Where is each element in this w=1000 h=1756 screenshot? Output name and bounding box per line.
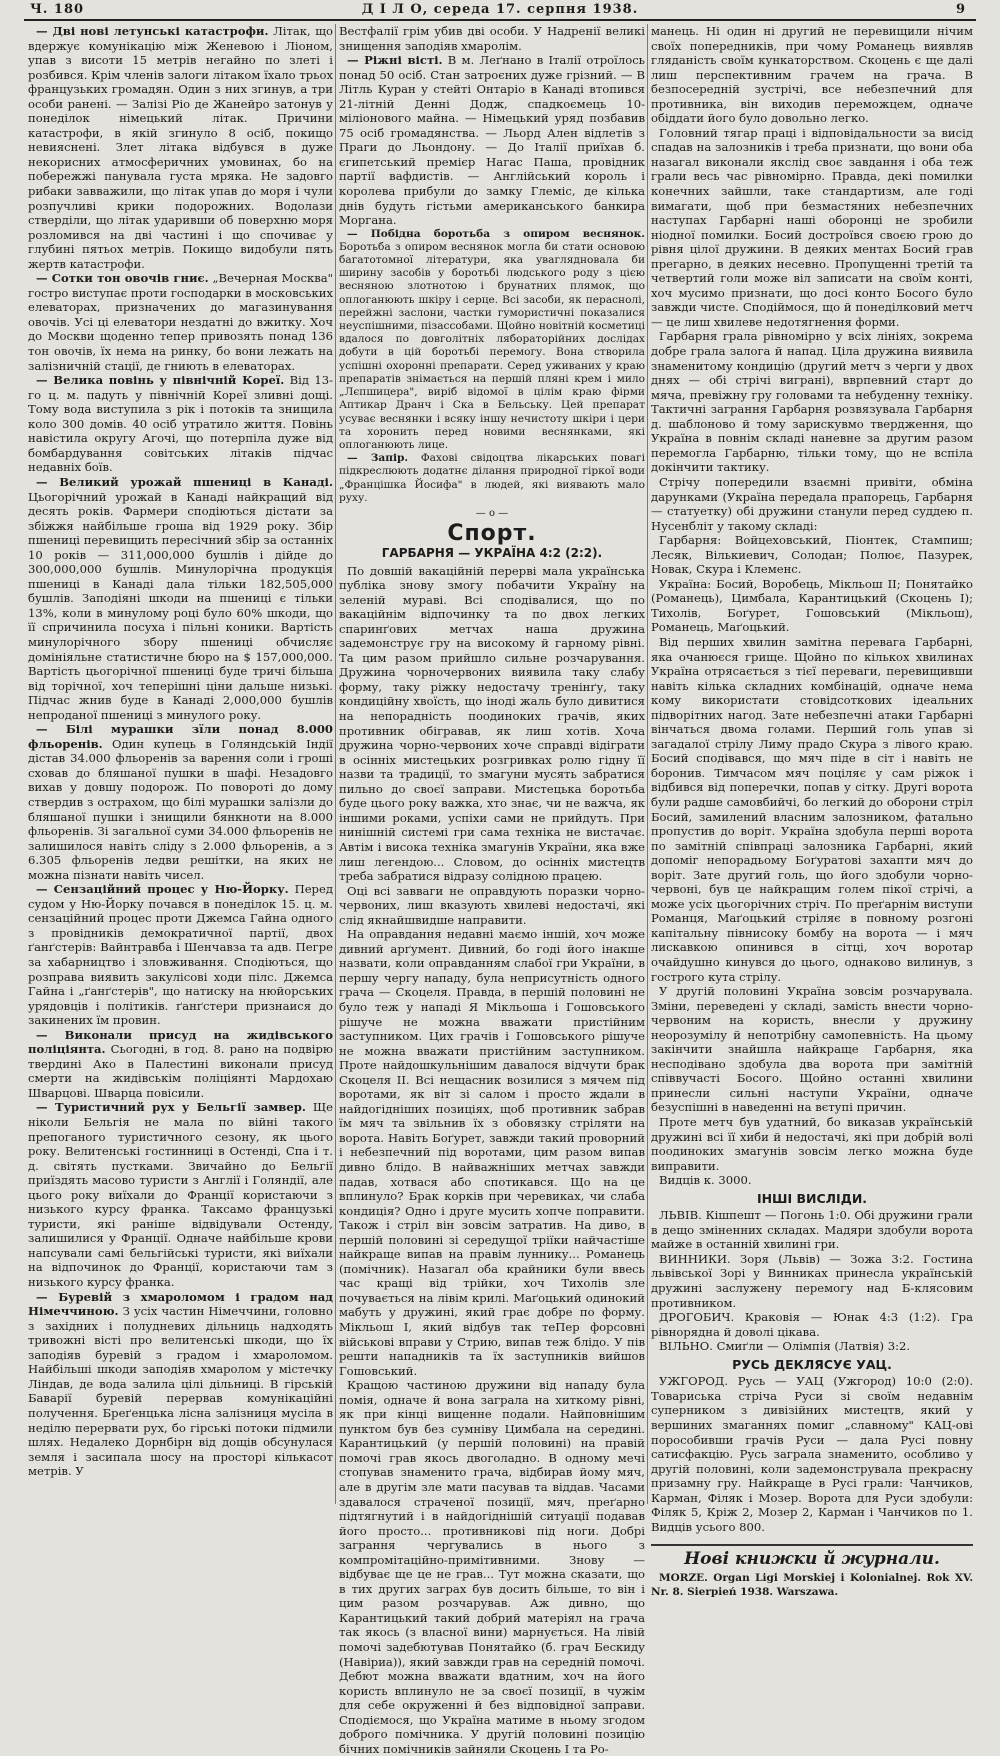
news-item: — Білі мурашки зїли понад 8.000 фльоренів. Один купець в Голяндській Індії дістав 34.000 фльоренів за варення соли і гроші сховав до бляшаної пушки в шафі. Незадовго вихав у довшу подорож. По повороті до дому ствердив з острахом, що білі мурашки залізли до бляшаної пушки і знищили бянкноти на 8.000 фльоренів. Зі загальної суми 34.000 фльоренів не залишилося навіть сліду з 2.000 фльоренів, а з 6.305 фльоренів ледви решітки, на яких не можна пізнати навіть чисел. <box>28 722 333 882</box>
news-item: — Сензаційний процес у Ню-Йорку. Перед судом у Ню-Йорку почався в понеділок 15. ц. м. сензаційний процес проти Джемса Гайна одного з провідників демократичної партії, двох ґанґстерів: Вайнтравба і Шенчавза та адв. Пегре за хабарництво і зловживання. Сподіються, що розправа виявить закулісові ходи пілс. Джемса Гайна і „ґанґстерів", що натиску на нюйорських урядовців і політиків. ґанґстери признаися до закинених їм провин. <box>28 882 333 1028</box>
column-divider <box>335 24 336 1504</box>
news-item: — Запір. Фахові свідоцтва лікарських повагі підкреслюють додатнє ділання природної гіркої води „Францішка Йосифа" в людей, які виявають мало руху. <box>339 452 645 504</box>
sport-paragraph: Кращою частиною дружини від нападу була помія, одначе й вона заграла на хиткому рівні, як при кінці вищенне подали. Найповнішим пунктом був без сумніву Цимбала на середині. Карантицький (у першій половині) на правій помочі грав якось двоголадно. В одному мечі стопував знаменито грача, відбирав йому мяч, але в другім зле мати пасував та віддав. Часами здавалося страченої позиції, мяч, преґарно підтягнутий і в найдогіднішій ситуації подавав його просто... противникові під ноги. Добрі заграння чергувались в нього з компромітаційно-примітивними. Знову — відбуває ще це не грав... Тут можна сказати, що в тих других заграх був досить більше, то він і цим разом розчарував. Аж дивно, що Карантицький такий добрий матеріял на грача так якось (з власної вини) марнується. На лівій помочі задебютував Понятайко (б. грач Бескиду (Навіриа)), який завжди грав на середній помочі. Дебют можна вважати вдатним, хоч на його користь вплинуло не за своєї позиції, в чужім для себе окруженні й без відповідної заправи. Сподіємося, що Україна матиме в ньому згодом доброго помічника. У другій половині позицію бічних помічників зайняли Скоцень I та Ро- <box>339 1378 645 1756</box>
attendance: Видців к. 3000. <box>659 1173 752 1188</box>
result-item: ВІЛЬНО. Смиґли — Олімпія (Латвія) 3:2. <box>659 1339 911 1354</box>
match-title: ГАРБАРНЯ — УКРАЇНА 4:2 (2:2). <box>381 546 603 561</box>
news-item: — Буревій з хмароломом і градом над Німеччиною. З усіх частин Німеччини, головно з західних і полудневих дільниць надходять тривожні вісті про велитенські шкоди, що їх заподіяв буревій з градом і хмароломом. Найбільші шкоди заподіяв хмаролом у містечку Ліндав, де вода залила цілі дільниці. В гірській Баварії буревій перервав комунікаційні получення. Бреґенцька лісна залізниця мусіла в неділю перервати рух, бо гірські потоки підмили шлях. Недалеко Дорнбірн від дощів обсунулася земля і засипала шосу на просторі кількасот метрів. У <box>28 1289 333 1479</box>
sport-section-title: Спорт. <box>447 521 537 547</box>
news-item: — Туристичний рух у Бельгії замвер. Ще ніколи Бельгія не мала по війні такого препоганого туристичного сезону, як цього року. Велитенські гостинниці в Остенді, Спа і т. д. світять пустками. Звичайно до Бельгії приїздять масово туристи з Англії і Голяндії, але цього року виїхали до Франції користаючи з низького курсу франка. Таксамо французькі туристи, які раніше відвідували Остенду, залишилися у Франції. Одначе найбільше крови напсували самі бельгійські туристи, які виїхали на відпочинок до Франції, користаючи там з низького курсу франка. <box>28 1100 334 1290</box>
sport-paragraph: По довшій вакаційній перерві мала українська публіка знову змогу побачити Україну на зеленій мураві. Всі сподівалися, що по вакаційнім відпочинку та по двох легких спаринґових метчах наша дружина задемонструє гру на високому й гарному рівні. Та цим разом прийшло сильне розчарування. Дружина чорночервоних виявила таку слабу форму, таку ріжку недостачу тренінґу, таку кондиційну хвоїсть, що іноді жаль було дивитися на непорадність поодиноких грачів, яких противник обігравав, як лиш хотів. Хоча дружина чорно-червоних хоче справді відіграти в осінніх мистецьких розгривках ролю гідну її назви та традиції, то змагуни мусять забратися пильно до своєї заправи. Мистецька боротьба буде цього року важка, хто знає, чи не важча, як іншими роками, успіхи сами не прийдуть. При нинішній системі гри сама техніка не вистачає. Автім і висока техніка змагунів України, яка вже лиш легендою... Словом, до осінніх мистецтв треба забратися відразу солідною працею. <box>339 563 645 884</box>
news-column-2 <box>339 24 645 1756</box>
sport-paragraph: На оправдання недавні маємо іншій, хоч може дивний арґумент. Дивний, бо годі його інакше назвати, коли оправданням слабої гри України, в першу чергу нападу, була неприсутність одного грача — Скоцеля. Правда, в першій половині не було теж у нападі Я Мікльоша і Гошовського рішуче не можна вважати пристійним заступником. Цих грачів і Гошовського рішуче не можна вважати пристійним заступником. Проте найдошкульнішим давалося відчути брак Скоцеля II. Всі нещасник возилися з мячем під воротами, як віт зі салом і просто ждали в найдогідніших позиціях, щоб противник забрав їм мяч та звільнив їх з обовязку стріляти на ворота. Навіть Боґурет, завжди такий проворний і небезпечний під воротами, цим разом випав дивно блідо. В найважніших метчах завжди падав, хотвася або спотикався. Що на це вплинуло? Брак корків при черевиках, чи слаба кондиція? Одно і друге мусить хопче поправити. Також і стріл він зовсім затратив. На диво, в першій половині зі середущої тріїки найчастіше найкраще випав на правім луннику... Романець (помічник). Назагал оба крайники були ввесь час кращі від трійки, хоч Тихолів зле почувається на лівім крилі. Маґоцький одинокий мабуть у дружині, який грає добре по форму. Мікльош І, який відбув так теПер форсовні військові вправи у Стрию, випав теж блідо. У пів решти нападників та їх заступників вийшов Гошовський. <box>339 927 645 1378</box>
sport-paragraph: Стрічу попередили взаємні привіти, обміна дарунками (Україна передала прапорець, Гарбарня — статуетку) обі дружини станули перед суддею п. Нусенбліт у такому складі: <box>651 474 973 533</box>
team-lineup: Гарбарня: Войцеховський, Піонтек, Стампиш; Лесяк, Вількиевич, Солодан; Полює, Пазурек, Новак, Скура і Клеменс. <box>651 533 973 577</box>
sport-paragraph: Від перших хвилин замітна перевага Гарбарні, яка очанюєся грище. Щойно по кількох хвилинах Україна отрясається з тієї переваги, перевищивши навіть кілька складних комбінацій, одначе нема кому використати стовідсоткових ідеальних підворітних нагод. Зате небезпечні атаки Гарбарні вінчаться двома голами. Перший голь упав зі загадалої стрілу Лиму прадо Скура з лівого краю. Босий сподівався, що мяч піде в сіт і навіть не боронив. Тимчасом мяч поціляє у сам ріжок і відбився від поперечки, попав у сітку. Другі ворота були радше самовбийчі, бо легкий до оборони стріл Босий, замилений власним залозником, фатально пропустив до воріт. Україна здобула перші ворота по замітній співпраці залозника Гарбарні, який допоміг непорадьому Боґуратові захапти мяч до воріт. Зате другий голь, що його здобули чорно-червоні, був це найкращим голем пікої стрічі, а може усіх цьогорічних стріч. По преґарнім виступи Романця, Маґоцький стріляє в повному розгоні капітальну півнисоку бомбу на ворота — і мяч лискавкою опинився в сітці, хоч воротар очайдушно кинувся до цього, однаково вилинув, з гострого кута стрілу. <box>651 634 973 984</box>
rus-headline: РУСЬ ДЕКЛЯСУЄ УАЦ. <box>732 1356 892 1372</box>
news-item: — Сотки тон овочів гниє. „Вечерная Москва" гостро виступає проти господарки в московських елеваторах, призначених до магазинування овочів. Усі ці елеватори нездатні до вжитку. Хоч до Москви щоденно тепер привозять понад 136 тон овочів, їх нема на ринку, бо вони лежать на залізничній стації, де гниють в елеваторах. <box>28 271 333 373</box>
page-number-right: 9 <box>955 2 966 17</box>
result-item: ЛЬВІВ. Кішпешт — Погонь 1:0. Обі дружини грали в дещо зміненних складах. Мадяри здобули ворота майже в останній хвилині гри. <box>651 1208 973 1252</box>
news-column-1 <box>28 24 333 1504</box>
sport-paragraph: У другій половині Україна зовсім розчарувала. Зміни, переведені у складі, замість внести чорно-червоним на користь, внесли у дружину неорозумілу й непотрібну самопевність. На цьому закінчити знайшла найкраще Гарбарня, яка несподівано здобула два ворота при замітній співвучасті Босого. Щойно останні хвилини принесли сильні наступи України, одначе безуспішні в наведенні на вєтупі причин. <box>651 984 973 1115</box>
result-item: ДРОГОБИЧ. Краковія — Юнак 4:3 (1:2). Гра рівнорядна й доволі цікава. <box>651 1310 973 1339</box>
news-item: — Виконали присуд на жидівського поліціянта. Сьогодні, в год. 8. рано на подвірю твердині Ако в Палестині виконали присуд смерти на жидівськім поліціянті Мардохаю Шварцові. Шварца повісили. <box>28 1027 333 1100</box>
sport-paragraph: Оці всі завваги не оправдують поразки чорно-червоних, лиш вказують хвилеві недостачі, які слід якнайшвидше направити. <box>339 883 645 927</box>
news-item: — Ріжні вісті. В м. Леґнано в Італії отроїлось понад 50 осіб. Стан затроєних дуже грізний. — В Літль Куран у стейті Онтаріо в Канаді втопився 21-літній Денні Додж, спадкоємець 10-міліонового майна. — Німецький уряд позбавив 75 осіб громадянства. — Льорд Ален відлетів з Праги до Льондону. — До Італії приїхав б. єгипетський премієр Нагас Паша, провідник партії вафдистів. — Англійський король і королева прибули до замку Глеміс, де кілька днів будуть гістьми американського банкира Моргана. <box>339 53 645 228</box>
rus-article: УЖГОРОД. Русь — УАЦ (Ужгород) 10:0 (2:0). Товариська стріча Руси зі своїм недавнім суперником з дивізійних мистецтв, який у вершиних змаганнях помиг „славному" КАЦ-ові порособивши грачів Руси — дала Русі повну сатисфакцію. Русь заграла знаменито, особливо у другій половині, коли задемонструвала прекрасну призамну гру. Найкраще в Русі грали: Чанчиков, Карман, Філяк і Мозер. Ворота для Руси здобули: Філяк 5, Кріж 2, Мозер 2, Карман і Чанчиков по 1. Видців усього 800. <box>651 1374 973 1534</box>
news-item: — Велика повінь у північній Кореї. Від 13-го ц. м. падуть у північній Кореї зливні дощі. Тому вода виступила з рік і потоків та знищила коло 300 домів. 40 осіб утратило життя. Повінь навістила округу Агочі, що потерпіла дуже від бомбардування совітських літаків підчас недавніх боїв. <box>28 373 333 475</box>
books-section-title: Нові книжки й журнали. <box>651 1544 973 1567</box>
other-results-title: ІНШІ ВИСЛІДИ. <box>756 1190 868 1206</box>
news-item: — Великий урожай пшениці в Канаді. Цьогорічний урожай в Канаді найкращий від десять років. Фармери сподіються дістати за збіжжя найбільше гроша від 1929 року. Збір пшениці перевищить пересічний збір за останніх 10 років — 311,000,000 бушлів і дійде до 300,000,000 бушлів. Минулорічна продукція пшениці в Канаді дала тільки 182,505,000 бушлів. Заподіяні шкоди на пшениці є тільки 13%, коли в минулому році було 60% шкоди, що її спричинила посуха і пільні коники. Вартість минулорічного збору пшениці обчисляє домініяльне статистичне бюро на $ 157,000,000. Вартість цьогорічної пшениці буде тричі більша від торічної, хоч теперішні ціни дальше низькі. Підчас жнив буде в Канаді 2,000,000 бушлів непроданої пшениці з минулого року. <box>28 474 333 722</box>
result-item: ВИННИКИ. Зоря (Львів) — Зожа 3:2. Гостина львівської Зорі у Винниках принесла українській дружині заслужену перемогу над Б-клясовим противником. <box>651 1251 973 1310</box>
column-divider <box>647 24 648 1504</box>
sport-paragraph: Головний тягар праці і відповідальности за висід спадав на залозників і треба признати, що вони оба назагал виконали якслід своє завдання і оба теж грали весь час рівномірно. Правда, декі помилки конечних зайшли, таке стандартизм, але годі вимагати, щоб при безмастяних небезпечних наступах Гарбарні наші оборонці не зробили ніодної помилки. Босий достроївся своєю грою до рівня цілої дружини. В деяких ментах Босий грав прегарно, в деяких несевно. Пропущенні третій та четвертий голи може віл записати на своїм конті, хоч мусимо признати, що досі конто Босого було завжди чисте. Сподіймося, що й понеділковий метч — це лиш хвилеве недотягнення форми. <box>651 125 973 329</box>
header-rule <box>24 19 976 21</box>
sport-paragraph: манець. Ні один ні другий не перевищили нічим своїх попередників, при чому Романець виявляв гляданість своїм кункаторством. Скоцень є ще далі лиш перспективним грачем на грача. В безпосередній зустрічі, все небезпечний для противника, він виходив переможцем, одначе обіддати його було довольно легко. <box>651 24 973 126</box>
masthead: Д І Л О, середа 17. серпня 1938. <box>361 2 639 17</box>
page-header <box>22 2 978 18</box>
team-lineup: Україна: Босий, Воробець, Мікльош II; Понятайко (Романець), Цимбала, Карантицький (Скоцень I); Тихолів, Боґурет, Гошовський (Мікльош), Романець, Маґоцький. <box>651 576 973 635</box>
page-number-left: Ч. 180 <box>30 2 85 17</box>
news-item: — Дві нові летунські катастрофи. Літак, що вдержує комунікацію між Женевою і Ліоном, упав з висоти 15 метрів негайно по злеті і розбився. Крім членів залоги літаком їхало трьох французьких громадян. Один з них згинув, а три особи ранені. — Залізі Ріо де Жанейро затонув у понеділок німецький літак. Причини катастрофи, в якій згинуло 8 осіб, покищо невияснені. Злет літака відбувся в дуже некорисних атмосферичних умовинах, бо на побережжі панувала густа мряка. Не задовго рибаки завважили, що літак упав до моря і чули розпучливі крики подорожних. Водолази стверділи, що літак ударивши об поверхню моря розломився на дві частині і що спочиває у глубині пятьох метрів. Покищо видобули пять жертв катастрофи. <box>28 24 333 271</box>
news-item: Вестфалії грім убив дві особи. У Надренії великі знищення заподіяв хмаролім. <box>339 24 645 53</box>
news-column-3 <box>651 24 973 1599</box>
news-item: — Побідна боротьба з опиром веснянок. Боротьба з опиром веснянок могла би стати основою багатотомної літератури, яка уваглядновала би ширину засобів у боротьбі людського роду з цією весняною злотнотою і брунатних плямок, що оплоганюють шкіру і серце. Всі засоби, як пераснолі, перейжні заслони, частки гумористичні показалися неуспішними, пізассобами. Щойно новітній косметиці вдалося по довголітніх лябораторійних дослідах добути в цій боротьбі перемогу. Вона створила успішні охоронні препарати. Серед уживаних у краю препаратів знімається на першій пляні крем і мило „Лєпшицера", виріб відомої в цілім краю фірми Аптикар Дранч і Ска в Бельську. Цей препарат усуває веснянки і всяку іншу нечистоту шкіри і цери та хоронить перед новими веснянками, які оплоганюють лице. <box>339 227 645 451</box>
sport-paragraph: Гарбарня грала рівномірно у всіх лініях, зокрема добре грала залога й напад. Ціла дружина виявила знаменитому кондицію (другий метч з черги у двох днях — обі стрічі виграні), вврпевний старт до мяча, превіжну гру головами та небуденну техніку. Тактичні заграння Гарбарня розвязувала Гарбарня д. шаблоново й тому зарискувмо твердження, що Україна в повнім складі наневне за другим разом перемогла Гарбарню, тільки тому, що не вспіла докінчити тактику. <box>651 329 973 475</box>
books-entry: MORZE. Organ Ligi Morskiej i Kolonialnej. Rok XV. Nr. 8. Sierpień 1938. Warszawa. <box>651 1571 973 1599</box>
sport-paragraph: Проте метч був удатний, бо виказав українській дружині всі її хиби й недостачі, які при добрій волі поодиноких змагунів зовсім легко можна буде виправити. <box>651 1115 973 1173</box>
section-divider-mark: — o — <box>475 507 509 519</box>
